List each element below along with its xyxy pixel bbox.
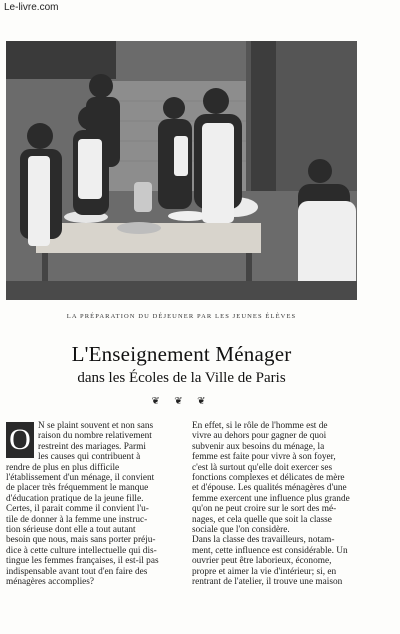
text-line: l'établissement d'un ménage, il convient [6, 473, 155, 484]
text-line: femme est faite pour vivre à son foyer, [192, 452, 336, 463]
photo-caption: LA PRÉPARATION DU DÉJEUNER PAR LES JEUNES ÉLÈVES [66, 313, 297, 320]
drop-cap: O [6, 422, 34, 458]
text-line: Dans la classe des travailleurs, notam- [192, 535, 335, 546]
column-right [192, 421, 357, 588]
text-line: et d'épouse. Les qualités ménagères d'une [192, 483, 347, 494]
text-line: qu'on ne peut croire sur le sort des mé- [192, 504, 337, 515]
text-line: fonctions complexes et délicates de mère [192, 473, 345, 484]
text-line: nages, et cela quelle que soit la classe [192, 514, 332, 525]
text-line: sociale que l'on considère. [192, 525, 290, 536]
text-line: Certes, il parait comme il convient l'u- [6, 504, 149, 515]
column-left [6, 421, 180, 588]
text-line: subvenir aux besoins du ménage, la [192, 441, 325, 452]
text-line: dice à cette culture intellectuelle qui dis- [6, 545, 157, 556]
article-subtitle: dans les Écoles de la Ville de Paris [77, 370, 286, 386]
text-line: ment, cette influence est considérable. Un [192, 545, 348, 556]
text-line: femme exercent une influence plus grande [192, 493, 350, 504]
text-line: indispensable avant tout d'en faire des [6, 566, 148, 577]
text-line: raison du nombre relativement [38, 431, 152, 442]
text-line: d'éducation pratique de la jeune fille. [6, 493, 144, 504]
watermark: Le-livre.com [4, 2, 59, 13]
text-line: tingue les femmes françaises, il est-il pas [6, 556, 159, 567]
text-line: restreint des mariages. Parmi [38, 441, 146, 452]
text-line: de placer très fréquemment le manque [6, 483, 149, 494]
text-line: rentrant de l'atelier, il trouve une maison [192, 577, 343, 588]
text-line: propre et aimer la vie d'intérieur; si, en [192, 566, 337, 577]
text-line: besoin que nous, mais sans porter préju- [6, 535, 156, 546]
text-line: En effet, si le rôle de l'homme est de [192, 421, 328, 431]
text-line: c'est là surtout qu'elle doit exercer ses [192, 462, 333, 473]
ornament-divider: ❦ ❦ ❦ [151, 396, 212, 407]
text-line: ménagères accomplies? [6, 577, 95, 588]
kitchen-photograph [6, 41, 357, 300]
photo-illustration [6, 41, 357, 300]
text-line: les causes qui contribuent à [38, 452, 141, 463]
text-line: ouvrier peut être laborieux, économe, [192, 556, 332, 567]
article-title: L'Enseignement Ménager [71, 342, 292, 366]
text-line: N se plaint souvent et non sans [38, 421, 154, 431]
text-line: rendre de plus en plus difficile [6, 462, 120, 473]
text-line: vivre au dehors pour gagner de quoi [192, 431, 327, 442]
text-line: tile de donner à la femme une instruc- [6, 514, 148, 525]
text-line: tion sérieuse dont elle a tout autant [6, 525, 136, 536]
